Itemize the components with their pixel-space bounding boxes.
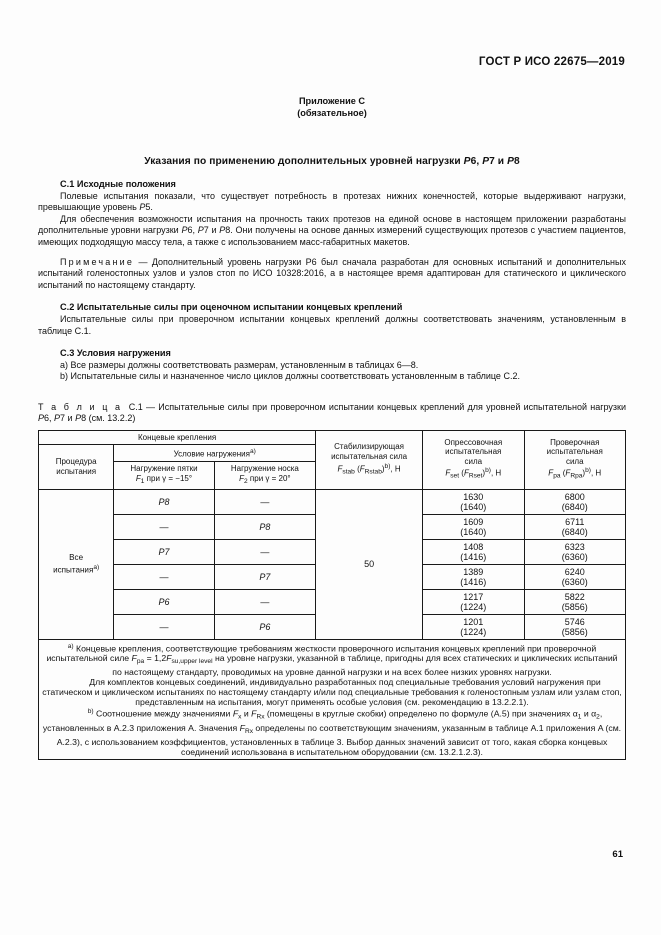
c1-p1-text-b: 5. bbox=[145, 202, 153, 213]
footnote-a-F: F bbox=[131, 653, 137, 664]
procedure-sup: a) bbox=[93, 563, 100, 571]
proof-force-paren: (6360) bbox=[561, 576, 588, 587]
header-procedure-text: Процедура испытания bbox=[55, 457, 97, 476]
table-footnotes bbox=[39, 639, 626, 759]
cell-proof-force bbox=[524, 514, 626, 539]
c1-p2-p8-symbol: P bbox=[219, 225, 226, 236]
footnote-b-a1-sub: 1 bbox=[577, 713, 582, 721]
cell-toe-load: P7 bbox=[214, 564, 315, 589]
table-footnotes-row bbox=[39, 639, 626, 759]
c1-p2-text-b: 8. Они получены на основе данных измерений существующих протезов с участием пациентов, имеющих подходящую массу тела, а также с использованием масс-габаритных макетов. bbox=[38, 225, 627, 247]
clause-c1-note bbox=[38, 257, 626, 291]
footnote-b-and: и bbox=[241, 708, 252, 719]
c1-p2-text-a: Для обеспечения возможности испытания на прочность таких протезов на единой основе в настоящем приложении разработаны дополнительные уровни нагрузки bbox=[38, 213, 626, 236]
cell-set-force bbox=[423, 564, 524, 589]
footnote-a-F2-sub: su,upper level bbox=[171, 658, 213, 666]
proof-force-value: 5746 bbox=[564, 616, 585, 627]
table-caption bbox=[38, 402, 626, 425]
header-load-condition-sup: a) bbox=[249, 448, 256, 456]
set-force-value: 1609 bbox=[463, 516, 484, 527]
proof-force-value: 6711 bbox=[565, 516, 585, 527]
clause-heading-c3: С.3 Условия нагружения bbox=[60, 348, 171, 359]
cell-toe-load: P6 bbox=[214, 614, 315, 639]
procedure-line2: испытания bbox=[53, 565, 94, 575]
page-title-p8-symbol: P bbox=[507, 156, 515, 167]
clause-c3-item-a: a) Все размеры должны соответствовать размерам, установленным в таблицах 6—8. bbox=[60, 360, 419, 371]
table-caption-label: Т а б л и ц а bbox=[38, 401, 123, 412]
set-F: F bbox=[445, 468, 451, 478]
set-force-value: 1630 bbox=[463, 491, 484, 502]
c1-p2-p7-symbol: P bbox=[197, 225, 204, 236]
footnote-a-eq: = 1,2 bbox=[144, 653, 167, 664]
proof-force-paren: (5856) bbox=[561, 601, 588, 612]
stab-F: F bbox=[337, 464, 343, 474]
set-force-paren: (1224) bbox=[460, 601, 487, 612]
stab-unit: , Н bbox=[390, 464, 401, 474]
footnote-b-text-5: определены по соответствующим значениям, указанным в таблице A.1 приложения A (см. A.2.3), с использованием коэффициентов, установленных в таблице 3. Выбор данных значений зависит от того, какая сборка концевых соединений использована в испытательном оборудовании (см. 13.2.1.2.3). bbox=[56, 722, 622, 757]
header-load-condition bbox=[114, 445, 316, 462]
footnote-b bbox=[41, 707, 623, 757]
footnote-b-FRx: F bbox=[251, 708, 257, 719]
heel-load-F-sub: 1 bbox=[140, 477, 145, 485]
page-title-p6-number: 6, bbox=[470, 156, 483, 167]
footnote-b-Fx: F bbox=[232, 708, 239, 719]
page-title bbox=[38, 156, 626, 167]
set-force-value: 1217 bbox=[463, 591, 484, 602]
note-label: Примечание bbox=[60, 257, 135, 268]
page-title-p7-symbol: P bbox=[482, 156, 490, 167]
cell-heel-load: P8 bbox=[114, 489, 214, 514]
footnote-b-FRx-sub: Rx bbox=[256, 713, 265, 721]
table-caption-m1: 6, bbox=[44, 413, 55, 424]
toe-load-rest: при γ = 20° bbox=[247, 473, 291, 483]
cell-toe-load: — bbox=[214, 589, 315, 614]
heel-load-rest: при γ = −15° bbox=[144, 473, 193, 483]
proof-force-value: 6240 bbox=[564, 566, 585, 577]
header-heel-load bbox=[114, 462, 214, 489]
clause-heading-c1: С.1 Исходные положения bbox=[60, 179, 176, 189]
heel-load-F: F bbox=[135, 473, 141, 483]
c1-p2-m1: 6, bbox=[187, 225, 198, 236]
proof-force-value: 6800 bbox=[564, 491, 585, 502]
footnote-a bbox=[41, 642, 623, 678]
cell-proof-force bbox=[524, 614, 626, 639]
footnote-a-paragraph-2: Для комплектов концевых соединений, индивидуально разработанных под специальные требования условий нагружения при статическом и циклическом испытаниях по настоящему стандарту и/или под специальные требования к голеностопным узлам или узлам стоп, представленным на испытания, могут применять особые условия (см. рекомендацию в 13.2.2.1). bbox=[42, 677, 622, 708]
pa-paren-F: F bbox=[565, 468, 571, 478]
proof-force-paren: (6840) bbox=[561, 501, 588, 512]
stab-paren-F: F bbox=[359, 464, 365, 474]
header-toe-load bbox=[214, 462, 315, 489]
footnote-a-F2: F bbox=[166, 653, 172, 664]
table-caption-text-b: 8 (см. 13.2.2) bbox=[81, 413, 136, 424]
set-force-value: 1389 bbox=[463, 566, 484, 577]
stab-line3: сила bbox=[389, 452, 408, 462]
set-force-paren: (1416) bbox=[460, 551, 487, 562]
footnote-a-text-1: Концевые крепления, соответствующие требованиям жесткости проверочного испытания концевых креплений при проверочной испытательной силе bbox=[46, 643, 597, 664]
annex-title: Приложение С bbox=[298, 96, 366, 106]
toe-load-F: F bbox=[239, 473, 245, 483]
cell-toe-load: P8 bbox=[214, 514, 315, 539]
table-caption-number: С.1 bbox=[128, 401, 143, 412]
proof-force-paren: (6840) bbox=[561, 526, 588, 537]
procedure-line1: Все bbox=[69, 552, 84, 562]
proof-force-paren: (5856) bbox=[561, 626, 588, 637]
cell-heel-load: P6 bbox=[114, 589, 214, 614]
footnote-b-text-3: и α bbox=[581, 708, 597, 719]
clause-c2-paragraph: Испытательные силы при проверочном испытании концевых креплений должны соответствовать значениям, установленным в таблице С.1. bbox=[38, 314, 626, 336]
table-caption-text-a: — Испытательные силы при проверочном испытании концевых креплений для уровней испытательной нагрузки bbox=[142, 401, 626, 412]
set-force-paren: (1640) bbox=[460, 526, 487, 537]
cell-heel-load: P7 bbox=[114, 539, 214, 564]
pa-F: F bbox=[548, 468, 554, 478]
pa-line1: Проверочная bbox=[550, 437, 600, 447]
table-caption-m2: 7 и bbox=[60, 413, 76, 424]
footnote-a-F-sub: pa bbox=[136, 658, 145, 666]
pa-F-sub: pa bbox=[553, 472, 561, 480]
pa-paren-sub: Rpa bbox=[570, 472, 583, 480]
header-set-force: Опрессовочная испытательная сила $F_{set}$ $(F_{Rset})^{b)}$, Н bbox=[423, 430, 524, 489]
set-force-paren: (1224) bbox=[460, 626, 487, 637]
stab-sup: b) bbox=[384, 462, 391, 470]
annex-subtitle: (обязательное) bbox=[297, 108, 367, 118]
footnote-b-FRx2-sub: Rx bbox=[244, 727, 253, 735]
cell-toe-load: — bbox=[214, 539, 315, 564]
toe-load-line1: Нагружение носка bbox=[230, 464, 299, 474]
test-forces-table bbox=[38, 430, 626, 760]
cell-proof-force bbox=[524, 589, 626, 614]
footnote-b-a2-sub: 2 bbox=[596, 713, 600, 721]
set-force-paren: (1640) bbox=[460, 501, 487, 512]
c1-p1-p5-symbol: P bbox=[139, 202, 146, 213]
pa-sup: b) bbox=[585, 467, 591, 475]
set-paren-sub: Rset bbox=[468, 472, 483, 480]
stab-line2: испытательная bbox=[331, 452, 388, 462]
set-paren-F: F bbox=[463, 468, 469, 478]
cell-set-force bbox=[423, 589, 524, 614]
footnote-b-marker: b) bbox=[87, 708, 94, 716]
set-force-value: 1201 bbox=[463, 616, 484, 627]
footnote-a-text-2: на уровне нагрузки, указанной в таблице, пригодны для всех статических и циклических испытаний по настоящему стандарту, проводимых на уровне данной нагрузки и на всех более низких уровнях нагрузки. bbox=[112, 653, 618, 678]
page-title-p7-number: 7 и bbox=[489, 156, 508, 167]
stab-line1: Стабилизирующая bbox=[334, 442, 405, 452]
cell-procedure-all-tests bbox=[39, 489, 114, 639]
clause-heading-c2: С.2 Испытательные силы при оценочном испытании концевых креплений bbox=[60, 302, 403, 313]
cell-heel-load: — bbox=[114, 614, 214, 639]
table-caption-p6: P bbox=[38, 413, 45, 424]
c1-p1-text-a: Полевые испытания показали, что существует потребность в протезах нижних конечностей, которые выдерживают нагрузки, превышающие уровень bbox=[38, 191, 626, 213]
proof-force-paren: (6360) bbox=[561, 551, 588, 562]
set-F-sub: set bbox=[450, 472, 460, 480]
cell-heel-load: — bbox=[114, 564, 214, 589]
cell-heel-load: — bbox=[114, 514, 214, 539]
c1-p2-m2: 7 и bbox=[203, 225, 220, 236]
cell-set-force bbox=[423, 489, 524, 514]
page-number: 61 bbox=[612, 849, 623, 860]
footnote-b-text-4: , установленных в A.2.3 приложения A. Значения bbox=[42, 708, 603, 733]
proof-force-value: 5822 bbox=[564, 591, 585, 602]
page-content bbox=[38, 0, 626, 760]
set-line2: испытательная bbox=[445, 447, 502, 457]
cell-set-force bbox=[423, 614, 524, 639]
clause-c1-paragraph-1 bbox=[38, 191, 626, 214]
page-title-p6-symbol: P bbox=[463, 156, 471, 167]
table-caption-p7: P bbox=[54, 413, 61, 424]
pa-unit: , Н bbox=[590, 468, 602, 478]
cell-proof-force bbox=[524, 564, 626, 589]
note-text: — Дополнительный уровень нагрузки P6 был сначала разработан для основных испытаний и дополнительных испытаний голеностопных узлов и узлов стоп по ИСО 10328:2016, а в настоящее время адаптирован для статического и циклического испытаний по настоящему стандарту. bbox=[38, 257, 626, 290]
cell-proof-force bbox=[524, 489, 626, 514]
clause-c1-paragraph-2 bbox=[38, 214, 626, 248]
clause-c3-item-b: b) Испытательные силы и назначенное число циклов должны соответствовать установленным в таблице С.2. bbox=[60, 371, 520, 382]
header-load-condition-text: Условие нагружения bbox=[173, 449, 250, 459]
set-unit: , Н bbox=[490, 468, 502, 478]
page-title-text: Указания по применению дополнительных уровней нагрузки bbox=[144, 156, 464, 167]
footnote-b-text-2: (помещены в круглые скобки) определено по формуле (A.5) при значениях α bbox=[264, 708, 578, 719]
set-line3: сила bbox=[464, 456, 483, 466]
page-title-p8-number: 8 bbox=[514, 156, 520, 167]
cell-set-force bbox=[423, 514, 524, 539]
header-procedure bbox=[39, 445, 114, 489]
set-sup: b) bbox=[485, 467, 491, 475]
heel-load-line1: Нагружение пятки bbox=[130, 464, 198, 474]
proof-force-value: 6323 bbox=[564, 541, 585, 552]
stab-F-sub: stab bbox=[342, 468, 355, 476]
table-caption-p8: P bbox=[75, 413, 82, 424]
standard-header: ГОСТ Р ИСО 22675—2019 bbox=[478, 56, 625, 68]
c1-p2-p6-symbol: P bbox=[181, 225, 188, 236]
footnote-a-marker: a) bbox=[67, 642, 74, 650]
cell-stabilizing-value: 50 bbox=[316, 489, 423, 639]
set-force-value: 1408 bbox=[463, 541, 484, 552]
header-end-fittings: Концевые крепления bbox=[39, 430, 316, 445]
toe-load-F-sub: 2 bbox=[244, 477, 248, 485]
header-stabilizing-force: Стабилизирующая испытательная сила $F_{stab}$ $(F_{Rstab})^{b)}$, Н bbox=[316, 430, 423, 489]
footnote-b-Fx-sub: x bbox=[238, 713, 242, 721]
pa-line3: сила bbox=[565, 456, 584, 466]
cell-toe-load: — bbox=[214, 489, 315, 514]
header-proof-force: Проверочная испытательная сила $F_{pa}$ $(F_{Rpa})^{b)}$, Н bbox=[524, 430, 626, 489]
cell-set-force bbox=[423, 539, 524, 564]
footnote-b-FRx2: F bbox=[239, 722, 245, 733]
table-row bbox=[39, 489, 626, 514]
footnote-b-text-1: Соотношение между значениями bbox=[93, 708, 233, 719]
set-force-paren: (1416) bbox=[460, 576, 487, 587]
set-line1: Опрессовочная bbox=[444, 437, 503, 447]
cell-proof-force bbox=[524, 539, 626, 564]
pa-line2: испытательная bbox=[546, 447, 603, 457]
stab-paren-sub: Rstab bbox=[364, 468, 382, 476]
table-header-row-1 bbox=[39, 430, 626, 445]
